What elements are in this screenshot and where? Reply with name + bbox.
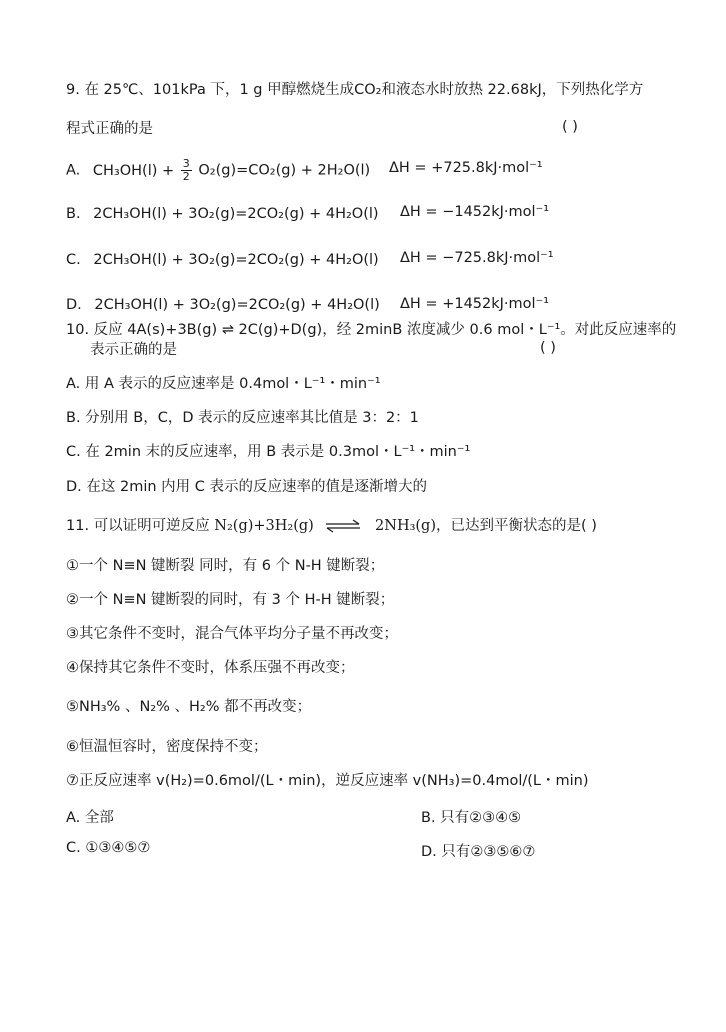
q11-item-1: ①一个 N≡N 键断裂 同时，有 6 个 N-H 键断裂； [66,558,385,574]
q10-stem-line2: 表示正确的是 [90,342,177,358]
q11-option-c: C. ①③④⑤⑦ [66,840,151,856]
q9-option-d-equation: 2CH₃OH(l) + 3O₂(g)=2CO₂(g) + 4H₂O(l) [94,297,380,313]
q11-item-2: ②一个 N≡N 键断裂的同时，有 3 个 H-H 键断裂； [66,592,395,608]
q11-item-3: ③其它条件不变时，混合气体平均分子量不再改变； [66,626,398,642]
fraction-numerator: 3 [182,157,190,170]
q9-option-a-enthalpy: ΔH = +725.8kJ·mol⁻¹ [389,160,543,176]
q10-option-c: C. 在 2min 末的反应速率，用 B 表示是 0.3mol・L⁻¹・min⁻¹ [66,444,471,460]
q11-item-4: ④保持其它条件不变时，体系压强不再改变； [66,660,355,676]
q9-stem-line1: 9. 在 25℃、101kPa 下，1 g 甲醇燃烧生成CO₂和液态水时放热 22.68kJ，下列热化学方 [66,82,644,98]
q9-option-c [66,250,379,270]
q11-option-a: A. 全部 [66,810,114,826]
q11-item-7: ⑦正反应速率 v(H₂)=0.6mol/(L・min)，逆反应速率 v(NH₃)=0.4mol/(L・min) [66,773,589,789]
q9-option-a-left: CH₃OH(l) + [92,162,175,179]
q11-item-5: ⑤NH₃% 、N₂% 、H₂% 都不再改变； [66,699,312,715]
q11-item-6: ⑥恒温恒容时，密度保持不变； [66,739,268,755]
q10-option-d: D. 在这 2min 内用 C 表示的反应速率的值是逐渐增大的 [66,479,428,495]
q9-option-d [66,295,380,315]
q11-stem-prefix: 11. 可以证明可逆反应 [66,518,210,534]
q9-option-c-equation: 2CH₃OH(l) + 3O₂(g)=2CO₂(g) + 4H₂O(l) [93,252,379,268]
q9-option-a-label: A. [66,162,81,179]
q11-option-d: D. 只有②③⑤⑥⑦ [421,844,536,860]
q9-stem-line2: 程式正确的是 [66,121,153,137]
q9-option-b-label: B. [66,206,81,222]
reversible-arrow-icon [324,519,362,533]
q10-option-a: A. 用 A 表示的反应速率是 0.4mol・L⁻¹・min⁻¹ [66,376,381,392]
q11-product: 2NH₃(g) [375,518,436,534]
q9-answer-paren: ( ) [562,119,578,135]
fraction-denominator: 2 [182,170,190,183]
q9-option-d-enthalpy: ΔH = +1452kJ·mol⁻¹ [400,296,550,312]
q10-option-b: B. 分别用 B，C，D 表示的反应速率其比值是 3：2：1 [66,410,419,426]
q9-option-b [66,204,379,224]
q11-stem [66,516,597,536]
q11-stem-suffix: ，已达到平衡状态的是( ) [436,518,597,534]
q11-option-b: B. 只有②③④⑤ [421,810,522,826]
q9-option-d-label: D. [66,297,82,313]
q9-option-c-label: C. [66,252,81,268]
q9-option-c-enthalpy: ΔH = −725.8kJ·mol⁻¹ [400,250,554,266]
q11-reactants: N₂(g)+3H₂(g) [214,518,314,534]
q9-option-a-right: O₂(g)=CO₂(g) + 2H₂O(l) [198,162,371,179]
q9-option-b-enthalpy: ΔH = −1452kJ·mol⁻¹ [400,204,550,220]
q9-option-b-equation: 2CH₃OH(l) + 3O₂(g)=2CO₂(g) + 4H₂O(l) [93,206,379,222]
q9-option-a-fraction [181,158,192,183]
q9-option-a [66,158,370,183]
q10-stem-line1: 10. 反应 4A(s)+3B(g) ⇌ 2C(g)+D(g)，经 2minB 浓度减少 0.6 mol・L⁻¹。对此反应速率的 [66,322,677,338]
q10-answer-paren: ( ) [540,340,556,356]
